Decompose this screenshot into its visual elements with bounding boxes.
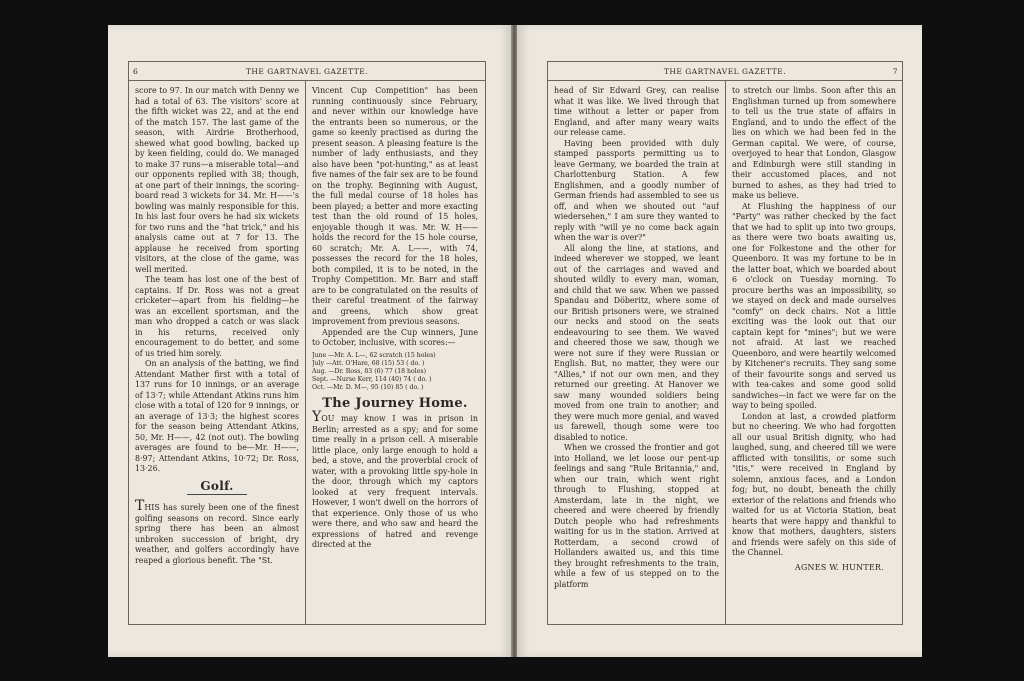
cricket-paragraph: On an analysis of the batting, we find Attendant Mather first with a total of 137 runs for 10 innings, or an average of 13·7; while Attendant Atkins runs him close with a total of 120 for 9 innings, or an average of 13·3; the highest scores for the season being Attendant Atkins, 50, Mr. H——, 42 (not out). The bowling averages are found to be—Mr. H——, 8·97; Attendant Atkins, 10·72; Dr. Ross, 13·26. <box>135 359 299 473</box>
journey-paragraph: head of Sir Edward Grey, can realise what it was like. We lived through that time without a letter or paper from England, and after many weary waits our release came. <box>554 86 719 137</box>
left-column-divider <box>305 81 306 624</box>
left-running-title: THE GARTNAVEL GAZETTE. <box>245 67 369 76</box>
left-column-1 <box>135 86 299 622</box>
cup-winners-table <box>312 352 478 393</box>
journey-home-heading: The Journey Home. <box>322 395 468 411</box>
cup-winner-row: Sept. —Nurse Kerr, 114 (40) 74 ( do. ) <box>312 376 432 384</box>
left-running-header <box>129 62 485 81</box>
golf-dropcap: T <box>135 498 145 514</box>
right-page <box>517 25 922 657</box>
right-running-title: THE GARTNAVEL GAZETTE. <box>663 67 787 76</box>
left-column-2 <box>312 86 478 622</box>
author-signature: AGNES W. HUNTER. <box>794 562 884 572</box>
right-column-1 <box>554 86 719 622</box>
journey-paragraph: to stretch our limbs. Soon after this an Englishman turned up from somewhere to tell us the true state of affairs in England, and to undo the effect of the lies on which we had been fed in the German capital. We were, of course, overjoyed to hear that London, Glasgow and Edinburgh were still standing in their accustomed places, and not burned to ashes, as they had tried to make us believe. <box>732 86 896 200</box>
left-page-frame <box>128 61 486 625</box>
cup-winner-row: Aug. —Dr. Ross, 83 (6) 77 (18 holes) <box>312 367 426 375</box>
cricket-paragraph: The team has lost one of the best of captains. If Dr. Ross was not a great cricketer—apart from his fielding—he was an excellent sportsman, and the man who dropped a catch or was slack in his returns, received only encouragement to do better, and some of us tried him sorely. <box>135 275 299 358</box>
journey-paragraph: Having been provided with duly stamped passports permitting us to leave Germany, we boarded the train at Charlottenburg Station. A few Englishmen, and a goodly number of German friends had assembled to see us off, and when we shouted out "auf wiedersehen," I am sure they wanted to reply with "will ye no come back again when the war is over?" <box>554 138 719 242</box>
right-page-frame <box>547 61 903 625</box>
right-page-number: 7 <box>892 67 898 76</box>
journey-paragraph: OU may know I was in prison in Berlin; arrested as a spy; and for some time really in a prison cell. A miserable little place, only large enough to hold a bed, a stove, and the proverbial crock of water, with a provoking little spy-hole in the door, through which my captors looked at very frequent intervals. However, I won't dwell on the horrors of that experience. Only those of us who were there, and who saw and heard the expressions of hatred and revenge directed at the <box>312 414 478 550</box>
golf-paragraph-continued: Vincent Cup Competition" has been running continuously since February, and never within our knowledge have the entrants been so numerous, or the game so keenly practised as during the present season. A pleasing feature is the number of lady enthusiasts, and they also have been "pot-hunting," as at least five names of the fair sex are to be found on the trophy. Beginning with August, the full medal course of 18 holes has been played; a better and more exacting test than the old round of 15 holes, enjoyable though it was. Mr. W. H—— holds the record for the 15 hole course, 60 scratch; Mr. A. L——, with 74, possesses the record for the 18 holes, both compiled, it is to be noted, in the Trophy Competition. Mr. Barr and staff are to be congratulated on the results of their careful treatment of the fairway and greens, which show great improvement from previous seasons. <box>312 86 478 326</box>
cup-winner-row: June —Mr. A. L—, 62 scratch (15 holes) <box>312 351 436 359</box>
left-page <box>108 25 512 657</box>
cup-winners-intro: Appended are the Cup winners, June to October, inclusive, with scores:— <box>312 327 478 347</box>
golf-paragraph: HIS has surely been one of the finest golfing seasons on record. Since early spring there has been an almost unbroken succession of bright, dry weather, and golfers accordingly have reaped a glorious benefit. The "St. <box>135 503 299 565</box>
golf-heading-rule <box>187 494 247 495</box>
cup-winner-row: July —Att. O'Hare, 68 (15) 53 ( do. ) <box>312 359 425 367</box>
cricket-paragraph: score to 97. In our match with Denny we had a total of 63. The visitors' score at the fifth wicket was 22, and at the end of the match 157. The last game of the season, with Airdrie Brotherhood, shewed what good bowling, backed up by keen fielding, could do. We managed to make 37 runs—a miserable total—and our opponents replied with 38; though, at one part of their innings, the scoring-board read 3 wickets for 34. Mr. H——'s bowling was mainly responsible for this. In his last four overs he had six wickets for two runs and the "hat trick," and his analysis came out at 7 for 13. The applause he received from sporting visitors, at the close of the game, was well merited. <box>135 86 299 274</box>
golf-heading: Golf. <box>200 478 234 493</box>
left-page-number: 6 <box>133 67 139 76</box>
journey-paragraph: London at last, a crowded platform but no cheering. We who had forgotten all our usual British dignity, who had laughed, sung, and cheered till we were afflicted with tonsilitis, or some such "itis," were received in England by solemn, anxious faces, and a London fog; but, no doubt, beneath the chilly exterior of the relations and friends who waited for us at Victoria Station, beat hearts that were happy and thankful to know that mothers, daughters, sisters and friends were safely on this side of the Channel. <box>732 411 896 557</box>
right-column-2 <box>732 86 896 622</box>
journey-paragraph: When we crossed the frontier and got into Holland, we let loose our pent-up feelings and sang "Rule Britannia," and, when our train, which went right through to Flushing, stopped at Amsterdam, late in the night, we cheered and were cheered by friendly Dutch people who had refreshments waiting for us in the station. Arrived at Rotterdam, a second crowd of Hollanders awaited us, and this time they brought refreshments to the train, while a few of us stepped on to the platform <box>554 443 719 589</box>
journey-paragraph: At Flushing the happiness of our "Party" was rather checked by the fact that we had to split up into two groups, as there were two boats awaiting us, one for Folkestone and the other for Queenboro. It was my fortune to be in the latter boat, which we boarded about 6 o'clock on Tuesday morning. To procure berths was an impossibility, so we stayed on deck and made ourselves "comfy" on deck chairs. Not a little exciting was the look out that our captain kept for "mines"; but we were not afraid. At last we reached Queenboro, and were heartily welcomed by Kitchener's recruits. They sang some of their favourite songs and served us with tea-cakes and some good solid sandwiches—in fact we were far on the way to being spoiled. <box>732 201 896 410</box>
right-column-divider <box>725 81 726 624</box>
journey-dropcap: Y <box>312 409 322 426</box>
cup-winner-row: Oct. —Mr. D. M—, 95 (10) 85 ( do. ) <box>312 384 424 392</box>
right-running-header <box>548 62 902 81</box>
journey-paragraph: All along the line, at stations, and indeed wherever we stopped, we leant out of the carriages and waved and shouted wildly to every man, woman, and child that we saw. When we passed Spandau and Döberitz, where some of our British prisoners were, we strained our necks and stood on the seats endeavouring to see them. We waved and cheered those we saw, though we were not sure if they were Russian or English. But, no matter, they were our "Allies," if not our own men, and they returned our greeting. At Hanover we saw many wounded soldiers being moved from one train to another; and they were much more genial, and waved us farewell, though some were too disabled to notice. <box>554 243 719 442</box>
